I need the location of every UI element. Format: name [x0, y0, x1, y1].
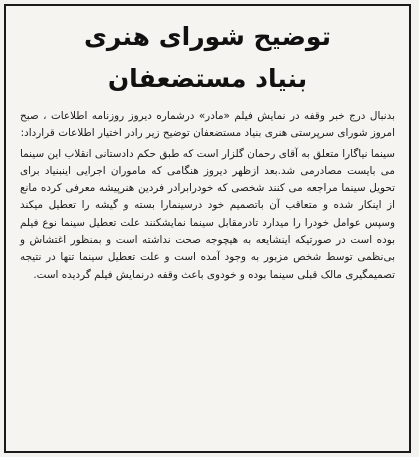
headline-line-2: بنیاد مستضعفان — [107, 64, 308, 93]
headline — [6, 16, 409, 100]
article-paragraph-main: سینما نیاگارا متعلق به آقای رحمان گلزار است که طبق حکم دادستانی انقلاب این سینما می بایست مصادرمی شد.بعد ازظهر دیروز هنگامی که ماموران اجرایی اینبنیاد برای تحویل سینما مراجعه می کنند شخصی که خودرابرادر فردین هنرپیشه معرفی کرده مانع از اینکار شده و متعاقب آن باتصمیم خود درسینمارا بسته و گیشه را تعطیل میکند وسپس عوامل خودرا را میدارد تادرمقابل سینما نمایشکنند علت تعطیل سینما نوع فیلم بوده است در صورتیکه اینشایعه به هیچوجه صحت نداشته است و بمنظور اغتشاش و بی‌نظمی توسط شخص مزبور به وجود آمده است و علت تعطیل سینما تنها در نتیجه تصمیمگیری مالک قبلی سینما بوده و خودوی باعث وقفه درنمایش فیلم گردیده است. — [20, 147, 395, 281]
article-body — [20, 108, 395, 284]
article-paragraph-intro: بدنبال درج خبر وقفه در نمایش فیلم «مادر» درشماره دیروز روزنامه اطلاعات ، صبح امروز شورای سرپرستی هنری بنیاد مستضعفان توضیح زیر رادر اختیار اطلاعات قرارداد: — [20, 110, 395, 140]
newspaper-clipping — [4, 4, 411, 453]
headline-line-1: توضیح شورای هنری — [84, 22, 331, 51]
